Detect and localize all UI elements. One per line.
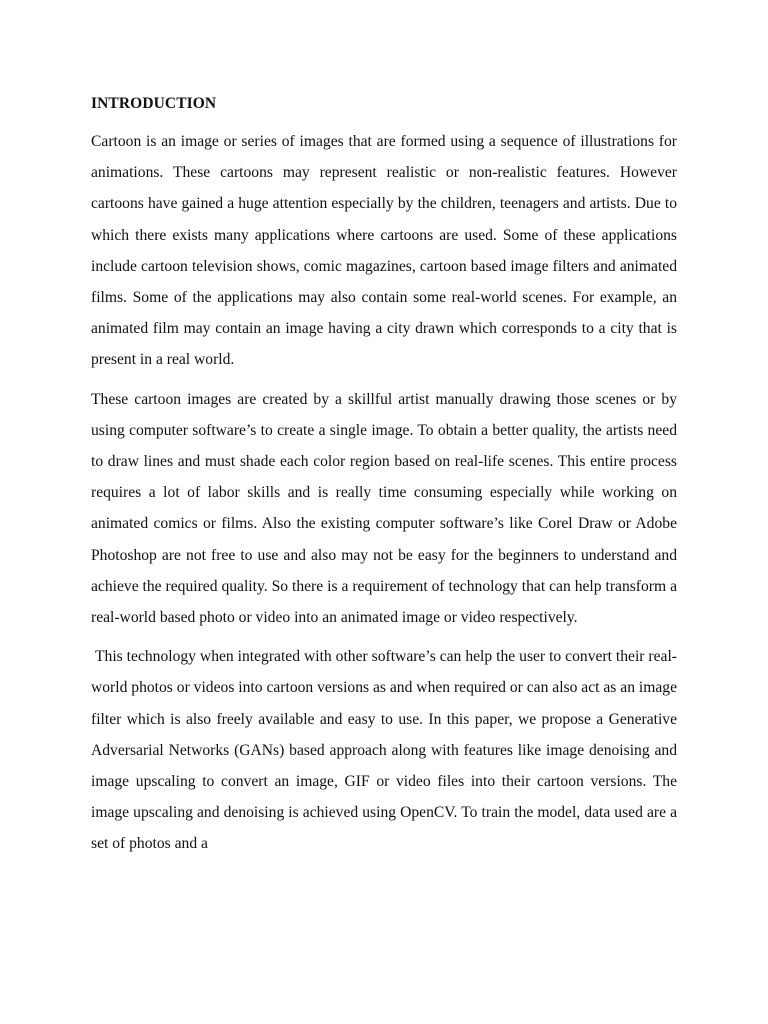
document-page bbox=[91, 92, 677, 860]
section-heading: INTRODUCTION bbox=[91, 95, 217, 112]
paragraph-3: This technology when integrated with other software’s can help the user to convert their real-world photos or videos into cartoon versions as and when required or can also act as an image filter which is also freely available and easy to use. In this paper, we propose a Generative Adversarial Networks (GANs) based approach along with features like image denoising and image upscaling to convert an image, GIF or video files into their cartoon versions. The image upscaling and denoising is achieved using OpenCV. To train the model, data used are a set of photos and a bbox=[91, 648, 677, 853]
paragraph-2: These cartoon images are created by a skillful artist manually drawing those scenes or by using computer software’s to create a single image. To obtain a better quality, the artists need to draw lines and must shade each color region based on real-life scenes. This entire process requires a lot of labor skills and is really time consuming especially while working on animated comics or films. Also the existing computer software’s like Corel Draw or Adobe Photoshop are not free to use and also may not be easy for the beginners to understand and achieve the required quality. So there is a requirement of technology that can help transform a real-world based photo or video into an animated image or video respectively. bbox=[91, 390, 677, 627]
paragraph-1: Cartoon is an image or series of images that are formed using a sequence of illustrations for animations. These cartoons may represent realistic or non-realistic features. However cartoons have gained a huge attention especially by the children, teenagers and artists. Due to which there exists many applications where cartoons are used. Some of these applications include cartoon television shows, comic magazines, cartoon based image filters and animated films. Some of the applications may also contain some real-world scenes. For example, an animated film may contain an image having a city drawn which corresponds to a city that is present in a real world. bbox=[91, 133, 677, 369]
